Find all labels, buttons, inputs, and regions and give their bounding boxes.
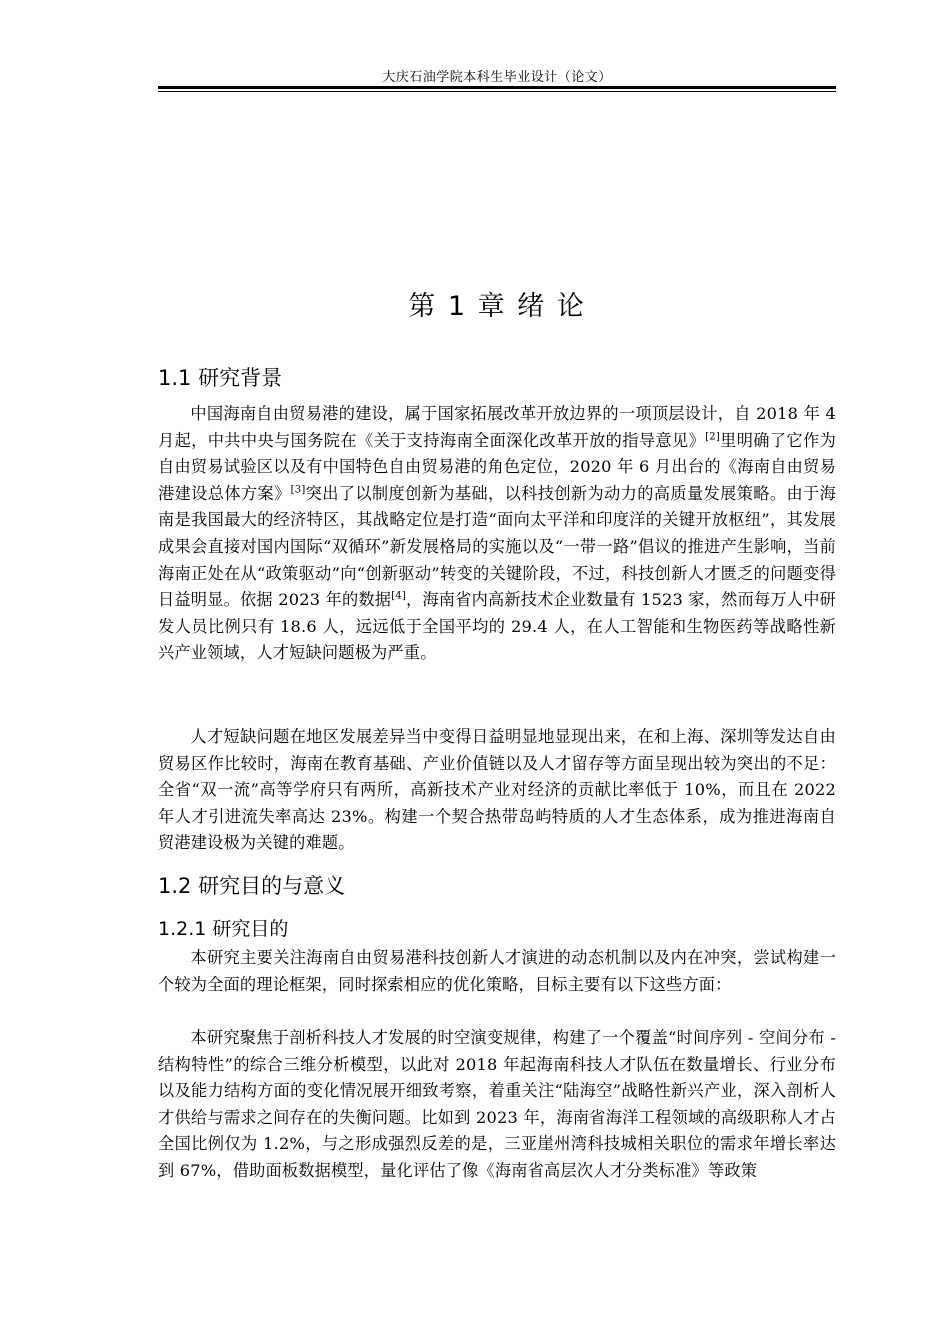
citation-ref[interactable]: [3] bbox=[290, 484, 306, 496]
citation-ref[interactable]: [2] bbox=[705, 431, 720, 443]
paragraph-text: 中国海南自由贸易港的建设，属于国家拓展改革开放边界的一项顶层设计，自 2018 年 4 月起，中共中央与国务院在《关于支持海南全面深化改革开放的指导意见》 bbox=[158, 404, 836, 450]
paragraph-background-1 bbox=[158, 401, 836, 667]
header-rule-thick bbox=[158, 86, 836, 89]
header-rule-thin bbox=[158, 91, 836, 92]
paragraph-text: ，海南省内高新技术企业数量有 1523 家，然而每万人中研发人员比例只有 18.6 人，远远低于全国平均的 29.4 人，在人工智能和生物医药等战略性新兴产业领域，人才短缺问题极为严重。 bbox=[158, 590, 836, 663]
section-heading-1-1: 1.1 研究背景 bbox=[158, 366, 283, 390]
section-heading-1-2-1: 1.2.1 研究目的 bbox=[158, 918, 289, 940]
paragraph-background-2: 人才短缺问题在地区发展差异当中变得日益明显地显现出来，在和上海、深圳等发达自由贸易区作比较时，海南在教育基础、产业价值链以及人才留存等方面呈现出较为突出的不足：全省“双一流”高等学府只有两所，高新技术产业对经济的贡献比率低于 10%，而且在 2022 年人才引进流失率高达 23%。构建一个契合热带岛屿特质的人才生态体系，成为推进海南自贸港建设极为关键的难题。 bbox=[158, 727, 836, 853]
citation-ref[interactable]: [4] bbox=[391, 590, 406, 602]
paragraph-text: 突出了以制度创新为基础，以科技创新为动力的高质量发展策略。由于海南是我国最大的经济特区，其战略定位是打造“面向太平洋和印度洋的关键开放枢纽”，其发展成果会直接对国内国际“双循环”新发展格局的实施以及“一带一路”倡议的推进产生影响，当前海南正处在从“政策驱动”向“创新驱动”转变的关键阶段，不过，科技创新人才匮乏的问题变得日益明显。依据 2023 年的数据 bbox=[158, 483, 836, 610]
section-heading-1-2: 1.2 研究目的与意义 bbox=[158, 874, 346, 898]
running-header: 大庆石油学院本科生毕业设计（论文） bbox=[382, 70, 612, 85]
chapter-title: 第 1 章 绪 论 bbox=[408, 291, 586, 322]
paragraph-text: 里明确了它作为自由贸易试验区以及有中国特色自由贸易港的角色定位，2020 年 6 月出台的《海南自由贸易港建设总体方案》 bbox=[158, 430, 836, 503]
paragraph-purpose-2: 本研究聚焦于剖析科技人才发展的时空演变规律，构建了一个覆盖“时间序列 - 空间分布 - 结构特性”的综合三维分析模型，以此对 2018 年起海南科技人才队伍在数量增长、行业分布以及能力结构方面的变化情况展开细致考察，着重关注“陆海空”战略性新兴产业，深入剖析人才供给与需求之间存在的失衡问题。比如到 2023 年，海南省海洋工程领域的高级职称人才占全国比例仅为 1.2%，与之形成强烈反差的是，三亚崖州湾科技城相关职位的需求年增长率达到 67%，借助面板数据模型，量化评估了像《海南省高层次人才分类标准》等政策 bbox=[158, 1028, 836, 1180]
paragraph-purpose-1: 本研究主要关注海南自由贸易港科技创新人才演进的动态机制以及内在冲突，尝试构建一个较为全面的理论框架，同时探索相应的优化策略，目标主要有以下这些方面： bbox=[158, 948, 836, 994]
